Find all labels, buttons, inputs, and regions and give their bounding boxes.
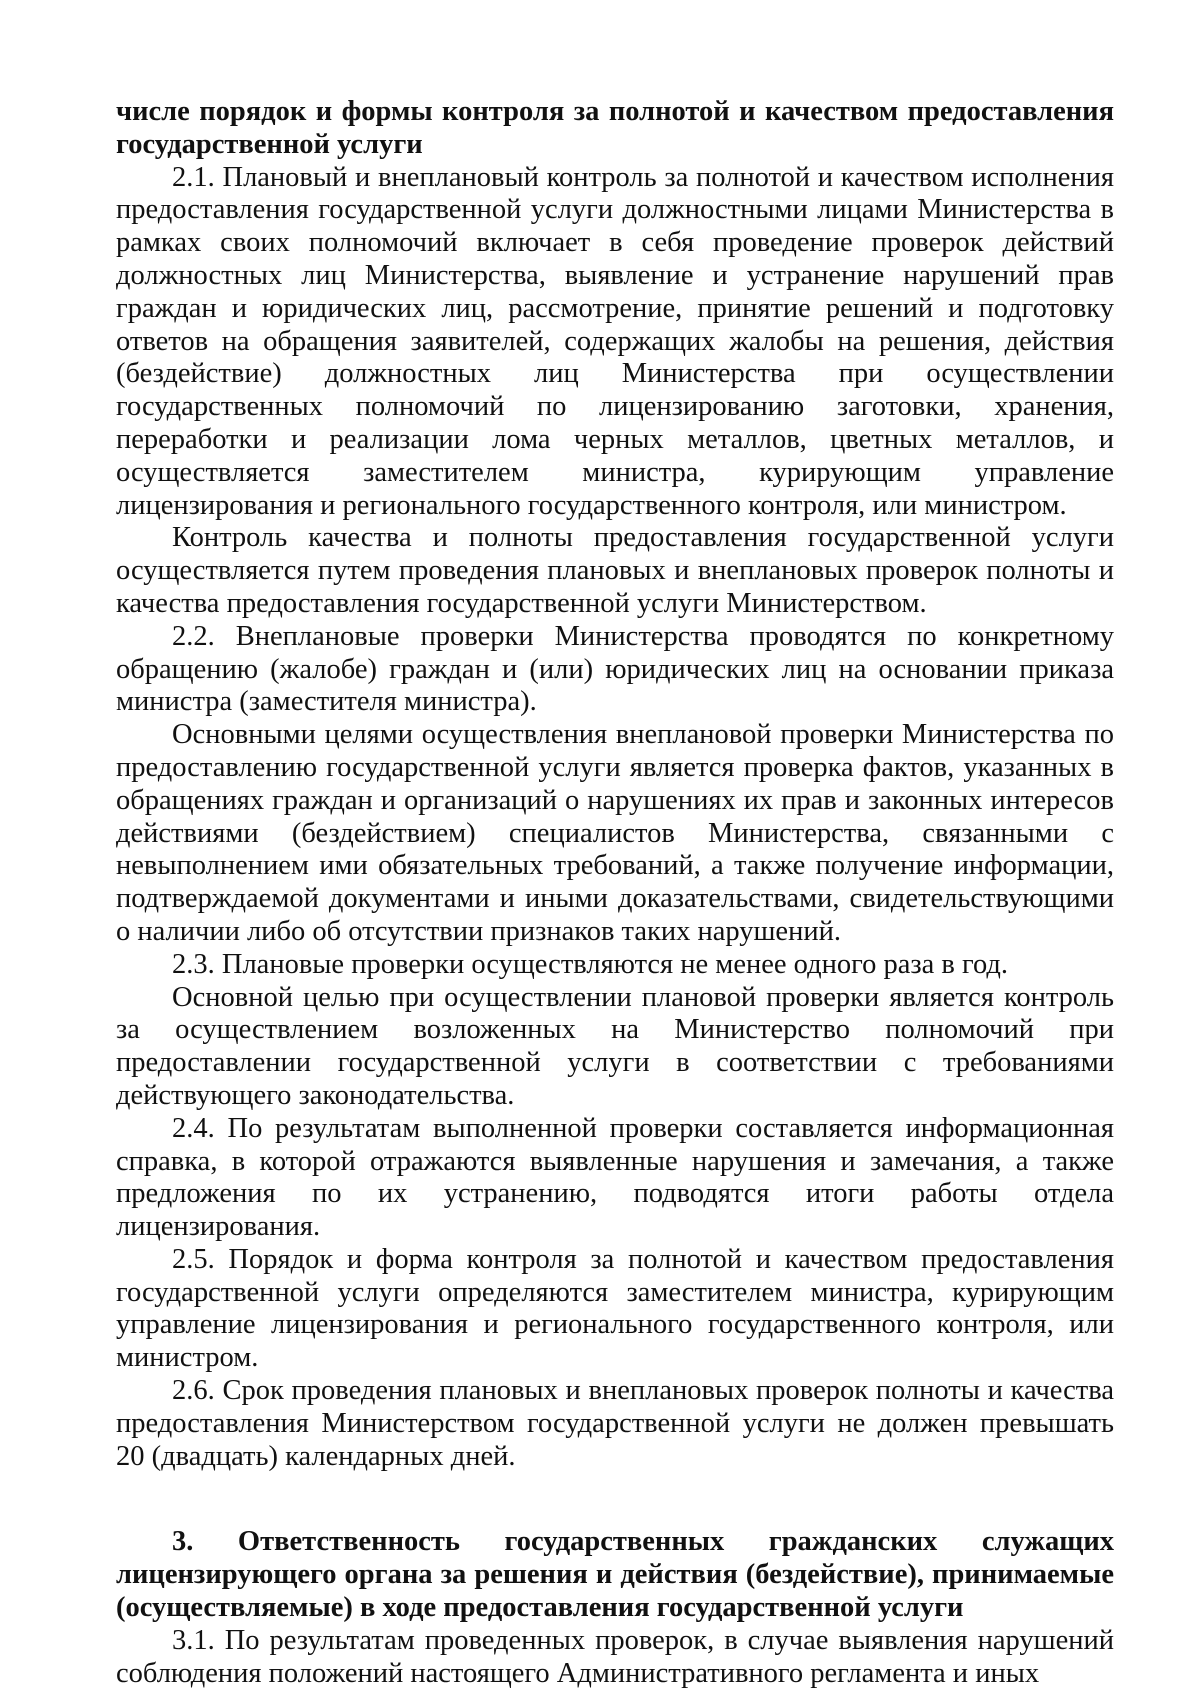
paragraph-2-2: 2.2. Внеплановые проверки Министерства проводятся по конкретному обращению (жалобе) граждан и (или) юридических лиц на основании приказа министра (заместителя министра). (116, 620, 1114, 718)
paragraph-2-4: 2.4. По результатам выполненной проверки составляется информационная справка, в которой отражаются выявленные нарушения и замечания, а также предложения по их устранению, подводятся итоги работы отдела лицензирования. (116, 1112, 1114, 1243)
paragraph-2-1: 2.1. Плановый и внеплановый контроль за полнотой и качеством исполнения предоставления государственной услуги должностными лицами Министерства в рамках своих полномочий включает в себя проведение проверок действий должностных лиц Министерства, выявление и устранение нарушений прав граждан и юридических лиц, рассмотрение, принятие решений и подготовку ответов на обращения заявителей, содержащих жалобы на решения, действия (бездействие) должностных лиц Министерства при осуществлении государственных полномочий по лицензированию заготовки, хранения, переработки и реализации лома черных металлов, цветных металлов, и осуществляется заместителем министра, курирующим управление лицензирования и регионального государственного контроля, или министром. (116, 161, 1114, 521)
section-spacer (116, 1473, 1114, 1526)
paragraph-unplanned-goals: Основными целями осуществления внеплановой проверки Министерства по предоставлению государственной услуги является проверка фактов, указанных в обращениях граждан и организаций о нарушениях их прав и законных интересов действиями (бездействием) специалистов Министерства, связанными с невыполнением ими обязательных требований, а также получение информации, подтверждаемой документами и иными доказательствами, свидетельствующими о наличии либо об отсутствии признаков таких нарушений. (116, 719, 1114, 947)
paragraph-3-1: 3.1. По результатам проведенных проверок, в случае выявления нарушений соблюдения положений настоящего Административного регламента и иных (116, 1624, 1114, 1689)
paragraph-2-5: 2.5. Порядок и форма контроля за полнотой и качеством предоставления государственной услуги определяются заместителем министра, курирующим управление лицензирования и регионального государственного контроля, или министром. (116, 1243, 1114, 1374)
section-3-heading: 3. Ответственность государственных гражданских служащих лицензирующего органа за решения и действия (бездействие), принимаемые (осуществляемые) в ходе предоставления государственной услуги (116, 1526, 1114, 1624)
paragraph-2-3: 2.3. Плановые проверки осуществляются не менее одного раза в год. (172, 948, 1009, 980)
paragraph-planned-goal: Основной целью при осуществлении плановой проверки является контроль за осуществлением возложенных на Министерство полномочий при предоставлении государственной услуги в соответствии с требованиями действующего законодательства. (116, 981, 1114, 1111)
document-page (116, 96, 1114, 1690)
section-heading-continued: числе порядок и формы контроля за полнотой и качеством предоставления государственной услуги (116, 96, 1114, 160)
paragraph-control-quality: Контроль качества и полноты предоставления государственной услуги осуществляется путем проведения плановых и внеплановых проверок полноты и качества предоставления государственной услуги Министерством. (116, 522, 1114, 619)
paragraph-2-6: 2.6. Срок проведения плановых и внеплановых проверок полноты и качества предоставления Министерством государственной услуги не должен превышать 20 (двадцать) календарных дней. (116, 1375, 1114, 1472)
